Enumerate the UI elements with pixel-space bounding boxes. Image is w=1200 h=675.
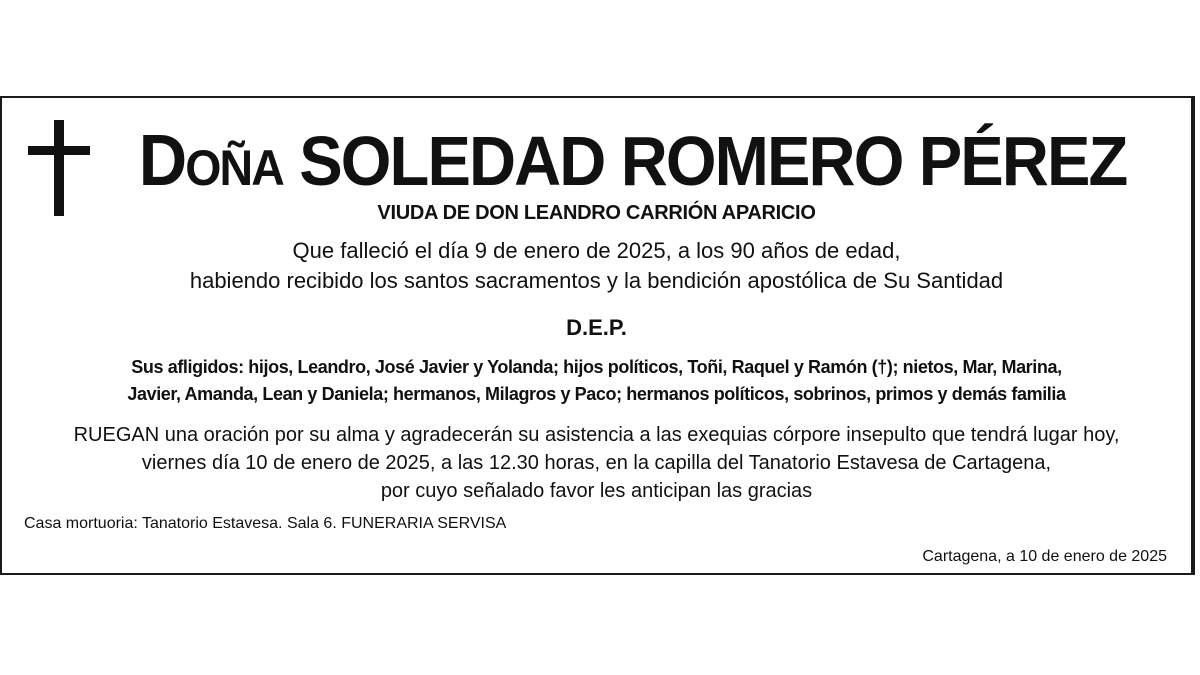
- obituary-notice: [0, 96, 1195, 575]
- intro-line: habiendo recibido los santos sacramentos y la bendición apostólica de Su Santidad: [189, 268, 1004, 293]
- funeral-request-text: [2, 421, 1191, 505]
- request-line: viernes día 10 de enero de 2025, a las 12.30 horas, en la capilla del Tanatorio Estavesa de Cartagena,: [141, 452, 1052, 474]
- family-line: Sus afligidos: hijos, Leandro, José Javier y Yolanda; hijos políticos, Toñi, Raquel y Ramón (†); nietos, Mar, Marina,: [131, 357, 1062, 377]
- intro-line: Que falleció el día 9 de enero de 2025, a los 90 años de edad,: [292, 238, 901, 263]
- mortuary-info: Casa mortuoria: Tanatorio Estavesa. Sala 6. FUNERARIA SERVISA: [24, 515, 507, 532]
- place-date: Cartagena, a 10 de enero de 2025: [922, 548, 1167, 565]
- request-line: por cuyo señalado favor les anticipan las gracias: [380, 480, 813, 502]
- intro-text: [2, 236, 1191, 296]
- deceased-name: [138, 120, 1127, 202]
- honorific: Doña: [138, 121, 283, 201]
- family-line: Javier, Amanda, Lean y Daniela; hermanos, Milagros y Paco; hermanos políticos, sobrinos, primos y demás familia: [127, 384, 1066, 404]
- request-line: RUEGAN una oración por su alma y agradecerán su asistencia a las exequias córpore insepulto que tendrá lugar hoy,: [73, 424, 1120, 446]
- dep-heading: D.E.P.: [566, 315, 627, 340]
- widow-of-line: VIUDA DE DON LEANDRO CARRIÓN APARICIO: [377, 202, 816, 224]
- family-text: [2, 354, 1191, 408]
- full-name: SOLEDAD ROMERO PÉREZ: [299, 122, 1127, 200]
